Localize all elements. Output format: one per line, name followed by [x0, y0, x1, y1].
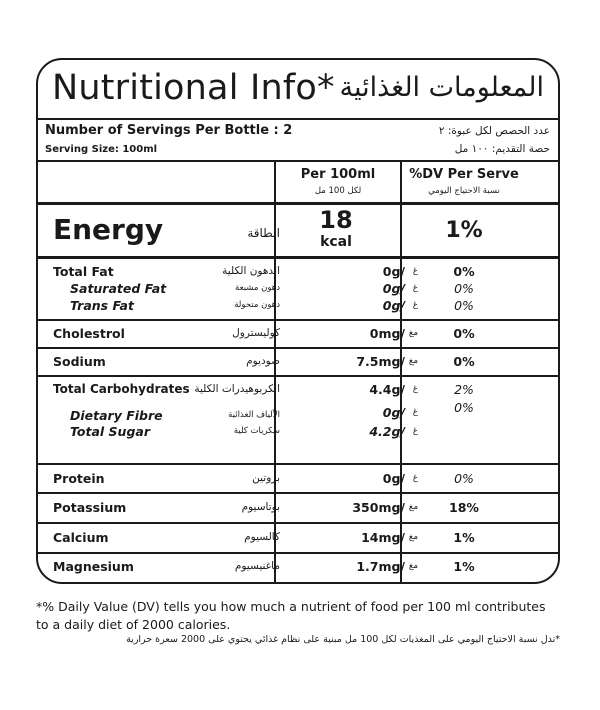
trans-fat-dv: 0% — [454, 298, 474, 313]
trans-fat-value: 0g/ — [382, 298, 405, 313]
cholestrol-label: Cholestrol — [53, 326, 125, 341]
dietary-fibre-label: Dietary Fibre — [70, 408, 163, 423]
column-header-per-100ml: Per 100ml — [300, 167, 376, 182]
serving-size-arabic: حصة التقديم: ١٠٠ مل — [454, 143, 550, 155]
magnesium-unit: مغ — [408, 561, 418, 571]
potassium-dv: 18% — [449, 500, 479, 515]
column-header-dv: %DV Per Serve — [409, 167, 519, 182]
sodium-dv: 0% — [453, 354, 475, 369]
total-fat-value: 0g/ — [382, 264, 405, 279]
divider — [38, 522, 558, 524]
divider — [38, 552, 558, 554]
sodium-label-arabic: صوديوم — [246, 355, 280, 367]
total-carbohydrates-label: Total Carbohydrates — [53, 382, 190, 396]
title-arabic: المعلومات الغذائية — [339, 72, 544, 103]
saturated-fat-unit: غ — [412, 283, 418, 293]
saturated-fat-label-arabic: دهون مشبعة — [235, 283, 280, 293]
protein-value: 0g/ — [382, 471, 405, 486]
sodium-label: Sodium — [53, 354, 106, 369]
magnesium-value: 1.7mg/ — [356, 559, 405, 574]
total-fat-label: Total Fat — [53, 264, 114, 279]
potassium-label-arabic: بوتاسيوم — [241, 501, 280, 513]
saturated-fat-label: Saturated Fat — [70, 281, 167, 296]
cholestrol-label-arabic: كوليسترول — [232, 327, 280, 339]
calcium-label-arabic: كالسيوم — [244, 531, 280, 543]
total-fat-unit: غ — [412, 266, 418, 276]
trans-fat-label-arabic: دهون متحولة — [234, 300, 280, 310]
total-fat-dv: 0% — [453, 264, 475, 279]
calcium-value: 14mg/ — [361, 530, 405, 545]
servings-per-bottle: Number of Servings Per Bottle : 2 — [45, 123, 293, 138]
calcium-unit: مغ — [408, 532, 418, 542]
saturated-fat-value: 0g/ — [382, 281, 405, 296]
sodium-unit: مغ — [408, 356, 418, 366]
energy-unit: kcal — [320, 234, 352, 250]
magnesium-label-arabic: ماغنيسيوم — [234, 560, 280, 572]
divider — [38, 256, 558, 259]
protein-label: Protein — [53, 471, 105, 486]
sodium-value: 7.5mg/ — [356, 354, 405, 369]
trans-fat-label: Trans Fat — [70, 298, 134, 313]
dietary-fibre-label-arabic: الألياف الغذائية — [228, 410, 280, 420]
serving-size: Serving Size: 100ml — [45, 144, 158, 155]
dietary-fibre-unit: غ — [412, 407, 418, 417]
magnesium-label: Magnesium — [53, 559, 134, 574]
energy-label: Energy — [53, 213, 164, 246]
cholestrol-dv: 0% — [453, 326, 475, 341]
total-sugar-unit: غ — [412, 426, 418, 436]
column-header-dv-arabic: نسبة الاحتياج اليومي — [428, 186, 500, 196]
total-carbohydrates-value: 4.4g/ — [369, 382, 405, 397]
saturated-fat-dv: 0% — [454, 281, 474, 296]
total-sugar-label-arabic: سكريات كلية — [233, 426, 280, 436]
total-carbohydrates-unit: غ — [412, 384, 418, 394]
trans-fat-unit: غ — [412, 300, 418, 310]
total-carbohydrates-label-arabic: الكربوهيدرات الكلية — [194, 383, 280, 395]
potassium-label: Potassium — [53, 500, 127, 515]
divider — [38, 347, 558, 349]
footnote-arabic: *تدل نسبة الاحتياج اليومي على المغذيات لكل 100 مل مبنية على نظام غذائي يحتوي على 2000 سعرة حرارية — [126, 634, 560, 645]
total-sugar-label: Total Sugar — [70, 424, 150, 439]
energy-dv: 1% — [445, 218, 483, 243]
total-carbohydrates-dv: 2% — [454, 382, 474, 397]
footnote-english: *% Daily Value (DV) tells you how much a nutrient of food per 100 ml contributes to a daily diet of 2000 calories. — [36, 599, 546, 632]
nutrition-panel — [36, 58, 560, 584]
protein-label-arabic: بروتين — [252, 472, 280, 484]
potassium-value: 350mg/ — [352, 500, 405, 515]
dietary-fibre-dv: 0% — [454, 400, 474, 415]
divider — [38, 118, 558, 120]
column-header-per-100ml-arabic: لكل 100 مل — [314, 186, 362, 196]
protein-unit: غ — [412, 473, 418, 483]
cholestrol-unit: مغ — [408, 328, 418, 338]
title-english: Nutritional Info* — [52, 68, 335, 108]
servings-per-bottle-arabic: عدد الحصص لكل عبوة: ٢ — [438, 125, 550, 137]
divider — [38, 202, 558, 205]
calcium-label: Calcium — [53, 530, 109, 545]
potassium-unit: مغ — [408, 502, 418, 512]
total-fat-label-arabic: الدهون الكلية — [222, 265, 280, 277]
divider — [38, 463, 558, 465]
divider — [38, 375, 558, 377]
divider — [38, 319, 558, 321]
dietary-fibre-value: 0g/ — [382, 405, 405, 420]
divider — [38, 492, 558, 494]
divider — [38, 160, 558, 162]
energy-label-arabic: الطاقة — [247, 226, 280, 240]
energy-value: 18 — [319, 206, 353, 234]
magnesium-dv: 1% — [453, 559, 475, 574]
calcium-dv: 1% — [453, 530, 475, 545]
cholestrol-value: 0mg/ — [369, 326, 405, 341]
protein-dv: 0% — [454, 471, 474, 486]
total-sugar-value: 4.2g/ — [369, 424, 405, 439]
